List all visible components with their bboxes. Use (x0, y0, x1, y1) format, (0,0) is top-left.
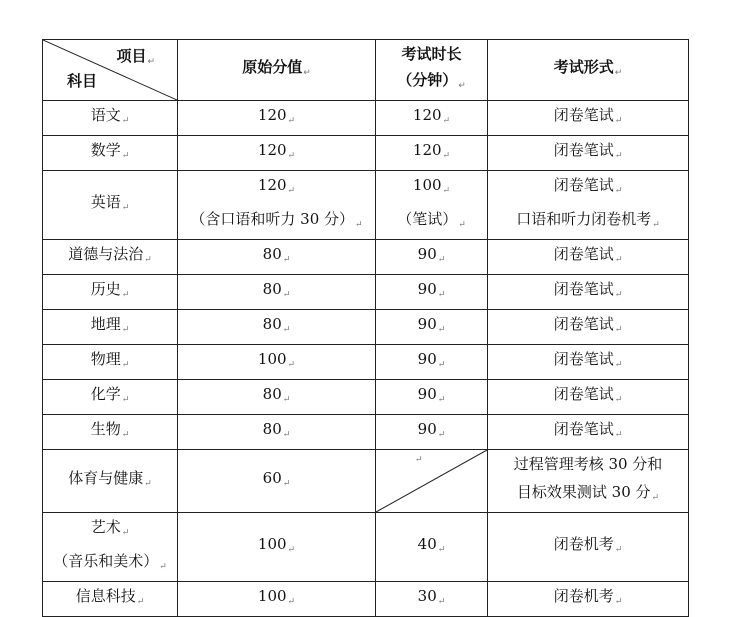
score-cell: $80_↵$ (178, 240, 376, 275)
para-mark: ↵ (614, 430, 623, 440)
subject-cell: 数学$_↵$ (43, 136, 178, 171)
subject-cell: 语文$_↵$ (43, 101, 178, 136)
para-mark: ↵ (287, 597, 296, 607)
para-mark: ↵ (355, 220, 363, 230)
subject-cell: 信息科技$_↵$ (43, 582, 178, 617)
para-mark: ↵ (121, 430, 130, 440)
para-mark: ↵ (287, 360, 296, 370)
duration-cell: $90_↵$ (376, 275, 488, 310)
para-mark: ↵ (437, 597, 446, 607)
para-mark: ↵ (121, 528, 130, 538)
para-mark: ↵ (121, 290, 130, 300)
score-cell: $80_↵$ (178, 415, 376, 450)
format-cell: 过程管理考核 30 分和 目标效果测试 30 分$_↵$ (488, 450, 689, 513)
corner-label-item: 项目 (116, 47, 147, 65)
para-mark: ↵ (614, 116, 623, 126)
table-row (43, 380, 689, 415)
duration-cell: $90_↵$ (376, 380, 488, 415)
corner-header-cell (43, 40, 178, 101)
table-row (43, 513, 689, 582)
format-cell: 闭卷机考$_↵$ (488, 582, 689, 617)
duration-cell: $90_↵$ (376, 415, 488, 450)
para-mark: ↵ (287, 151, 296, 161)
subject-cell: 物理$_↵$ (43, 345, 178, 380)
para-mark: ↵ (614, 290, 623, 300)
score-cell: $80_↵$ (178, 310, 376, 345)
score-cell: $60_↵$ (178, 450, 376, 513)
header-exam-format: 考试形式$_↵$ (488, 40, 689, 101)
duration-cell: $30_↵$ (376, 582, 488, 617)
subject-cell: 英语$_↵$ (43, 171, 178, 240)
para-mark: ↵ (415, 455, 423, 465)
para-mark: ↵ (121, 360, 130, 370)
table-row (43, 275, 689, 310)
corner-label-subject: 科目 (67, 72, 98, 90)
para-mark: ↵ (159, 562, 167, 572)
empty-cell-diagonal-line (376, 450, 487, 512)
para-mark: ↵ (614, 545, 623, 555)
para-mark: ↵ (282, 290, 291, 300)
para-mark: ↵ (437, 360, 446, 370)
format-cell: 闭卷笔试$_↵$ (488, 101, 689, 136)
para-mark: ↵ (121, 151, 130, 161)
para-mark: ↵ (121, 325, 130, 335)
para-mark: ↵ (121, 116, 130, 126)
table-row (43, 415, 689, 450)
table-row (43, 310, 689, 345)
format-cell: 闭卷笔试$_↵$ (488, 136, 689, 171)
duration-cell: $90_↵$ (376, 345, 488, 380)
para-mark: ↵ (121, 395, 130, 405)
duration-cell: $100_↵$ （笔试）$_↵$ (376, 171, 488, 240)
para-mark: ↵ (147, 57, 155, 67)
para-mark: ↵ (287, 545, 296, 555)
format-cell: 闭卷笔试$_↵$ (488, 415, 689, 450)
para-mark: ↵ (437, 290, 446, 300)
subject-cell: 化学$_↵$ (43, 380, 178, 415)
para-mark: ↵ (442, 116, 451, 126)
table-row (43, 136, 689, 171)
para-mark: ↵ (458, 81, 466, 91)
table-row (43, 450, 689, 513)
score-cell: $80_↵$ (178, 275, 376, 310)
format-cell: 闭卷笔试$_↵$ 口语和听力闭卷机考$_↵$ (488, 171, 689, 240)
para-mark: ↵ (614, 360, 623, 370)
table-row (43, 171, 689, 240)
subject-cell: 艺术$_↵$ （音乐和美术）$_↵$ (43, 513, 178, 582)
corner-diagonal-line (43, 40, 177, 100)
format-cell: 闭卷笔试$_↵$ (488, 310, 689, 345)
para-mark: ↵ (437, 325, 446, 335)
para-mark: ↵ (282, 479, 291, 489)
para-mark: ↵ (458, 220, 466, 230)
table-row (43, 582, 689, 617)
subject-cell: 历史$_↵$ (43, 275, 178, 310)
para-mark: ↵ (614, 325, 623, 335)
para-mark: ↵ (287, 116, 296, 126)
format-cell: 闭卷笔试$_↵$ (488, 240, 689, 275)
table-row (43, 240, 689, 275)
score-cell: $120_↵$ （含口语和听力 30 分）$_↵$ (178, 171, 376, 240)
header-row (43, 40, 689, 101)
para-mark: ↵ (282, 395, 291, 405)
duration-cell: $120_↵$ (376, 136, 488, 171)
table-row (43, 101, 689, 136)
para-mark: ↵ (303, 68, 311, 78)
score-cell: $120_↵$ (178, 136, 376, 171)
format-cell: 闭卷机考$_↵$ (488, 513, 689, 582)
header-original-score: 原始分值$_↵$ (178, 40, 376, 101)
para-mark: ↵ (282, 255, 291, 265)
format-cell: 闭卷笔试$_↵$ (488, 275, 689, 310)
score-cell: $100_↵$ (178, 582, 376, 617)
score-cell: $80_↵$ (178, 380, 376, 415)
para-mark: ↵ (282, 430, 291, 440)
header-duration: 考试时长 （分钟）$_↵$ (376, 40, 488, 101)
format-cell: 闭卷笔试$_↵$ (488, 345, 689, 380)
para-mark: ↵ (442, 186, 451, 196)
para-mark: ↵ (121, 203, 130, 213)
para-mark: ↵ (144, 255, 152, 265)
duration-cell: $120_↵$ (376, 101, 488, 136)
score-cell: $120_↵$ (178, 101, 376, 136)
para-mark: ↵ (614, 68, 623, 78)
para-mark: ↵ (614, 255, 623, 265)
exam-subjects-table (42, 39, 689, 617)
duration-cell-empty (376, 450, 488, 513)
para-mark: ↵ (437, 545, 446, 555)
para-mark: ↵ (437, 430, 446, 440)
para-mark: ↵ (437, 255, 446, 265)
subject-cell: 体育与健康$_↵$ (43, 450, 178, 513)
para-mark: ↵ (614, 597, 623, 607)
duration-cell: $90_↵$ (376, 240, 488, 275)
para-mark: ↵ (652, 220, 660, 230)
score-cell: $100_↵$ (178, 345, 376, 380)
duration-cell: $40_↵$ (376, 513, 488, 582)
subject-cell: 地理$_↵$ (43, 310, 178, 345)
score-cell: $100_↵$ (178, 513, 376, 582)
subject-cell: 道德与法治$_↵$ (43, 240, 178, 275)
subject-cell: 生物$_↵$ (43, 415, 178, 450)
para-mark: ↵ (614, 151, 623, 161)
format-cell: 闭卷笔试$_↵$ (488, 380, 689, 415)
para-mark: ↵ (282, 325, 291, 335)
duration-cell: $90_↵$ (376, 310, 488, 345)
para-mark: ↵ (614, 395, 623, 405)
table-row (43, 345, 689, 380)
para-mark: ↵ (437, 395, 446, 405)
para-mark: ↵ (651, 493, 660, 503)
para-mark: ↵ (144, 479, 152, 489)
para-mark: ↵ (287, 186, 296, 196)
para-mark: ↵ (442, 151, 451, 161)
para-mark: ↵ (136, 597, 145, 607)
para-mark: ↵ (614, 186, 623, 196)
